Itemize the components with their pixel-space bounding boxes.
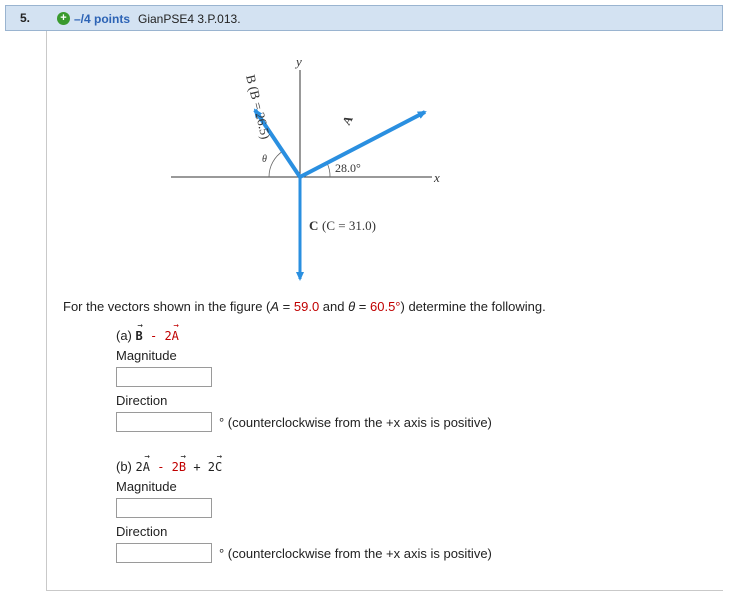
a-value: 59.0 [293, 299, 320, 314]
vector-b-label: B (B = 26.5) [243, 73, 274, 141]
angle-28-arc [327, 163, 330, 177]
part-a-magnitude-label: Magnitude [116, 348, 177, 363]
y-axis-label: y [296, 54, 302, 69]
expand-plus-icon[interactable]: + [57, 12, 70, 25]
vector-a [300, 112, 425, 177]
part-b-magnitude-input[interactable] [116, 498, 212, 518]
part-a-direction-label: Direction [116, 393, 168, 408]
x-axis-label: x [434, 170, 440, 185]
question-number: 5. [20, 11, 31, 25]
vector-figure [0, 0, 729, 300]
part-a-magnitude-input[interactable] [116, 367, 212, 387]
vector-c-label-name: C [309, 218, 319, 233]
vector-c-label-value: (C = 31.0) [322, 218, 376, 233]
part-b-direction-label: Direction [116, 524, 168, 539]
part-a-direction-unit: ° (counterclockwise from the +x axis is positive) [219, 415, 492, 430]
theta-label: θ [262, 154, 267, 165]
theta-value: 60.5° [370, 299, 401, 314]
part-b-magnitude-label: Magnitude [116, 479, 177, 494]
part-a-direction-input[interactable] [116, 412, 212, 432]
points-label: –/4 points [74, 12, 131, 26]
question-prompt: For the vectors shown in the figure (A = 59.0 and θ = 60.5°) determine the following. [63, 299, 546, 314]
vector-a-label: A [339, 113, 356, 128]
part-b-expression: (b) → 2A - → 2B + → 2C [116, 452, 223, 474]
part-b-direction-input[interactable] [116, 543, 212, 563]
problem-id: GianPSE4 3.P.013. [138, 12, 241, 26]
theta-arc [269, 151, 283, 177]
part-b-direction-unit: ° (counterclockwise from the +x axis is positive) [219, 546, 492, 561]
angle-28-label: 28.0° [335, 161, 361, 175]
part-a-expression: (a) → B - → 2A [116, 321, 179, 343]
